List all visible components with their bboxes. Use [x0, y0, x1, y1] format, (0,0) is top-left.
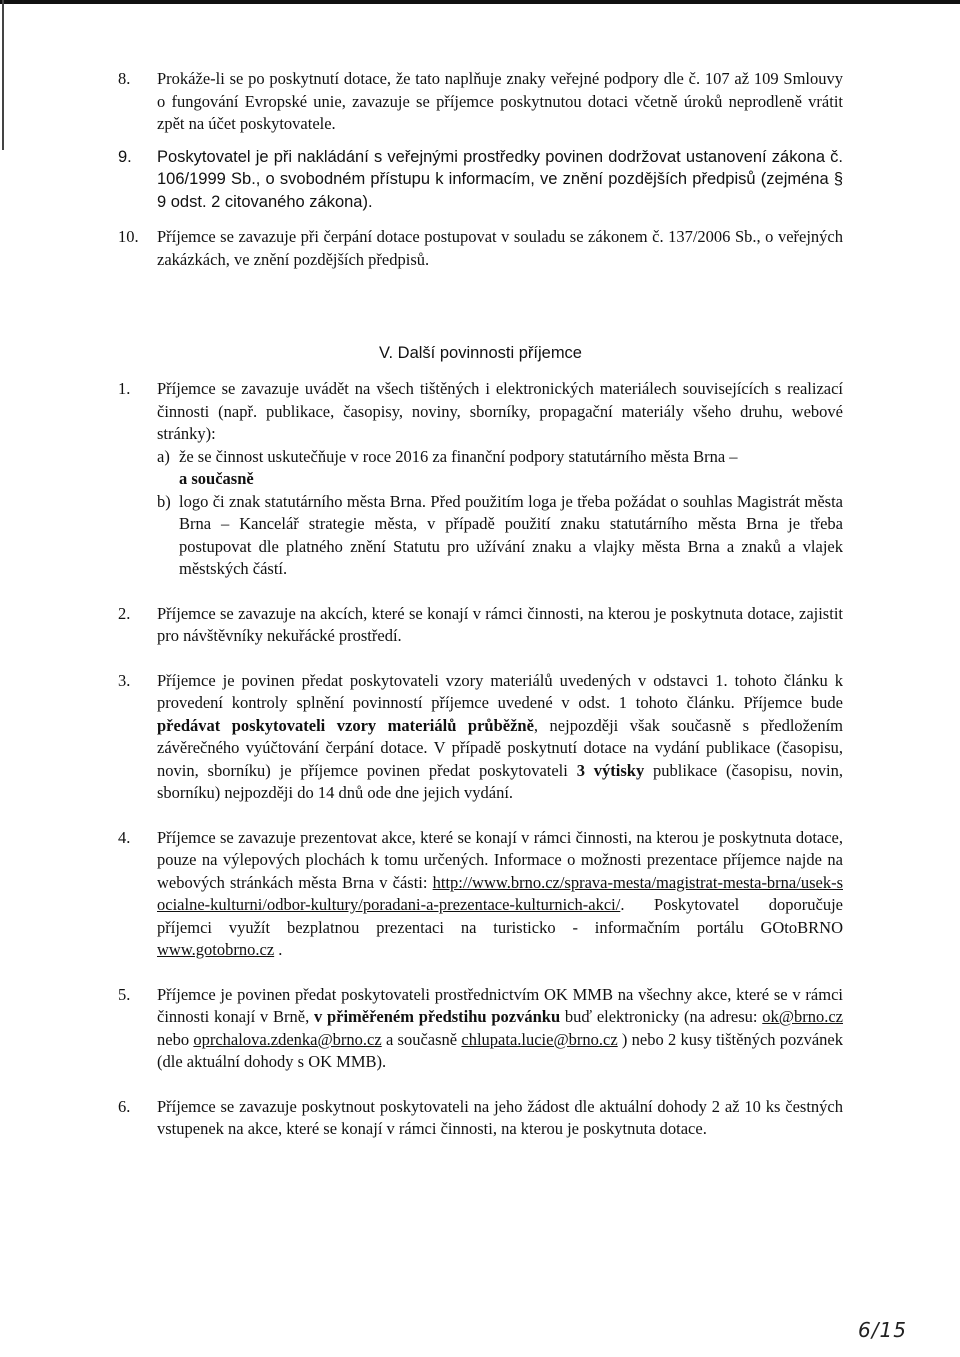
paragraph-intro: Příjemce se zavazuje uvádět na všech tištěných i elektronických materiálech souvisejících s realizací činnosti (např. publikace, časopisy, noviny, sborníky, propagační materiály všeho druhu, webové stránky):: [157, 379, 843, 443]
sub-item-b: [157, 491, 843, 581]
paragraph-text: Příjemce se zavazuje poskytnout poskytovateli na jeho žádost dle aktuální dohody 2 až 10 ks čestných vstupenek na akce, které se konají v rámci činnosti, na kterou je poskytnuta dotace.: [157, 1096, 843, 1138]
gotobrno-link[interactable]: www.gotobrno.cz: [157, 940, 275, 959]
sub-item-a-text: že se činnost uskutečňuje v roce 2016 za finanční podpory statutárního města Brna –: [179, 446, 738, 466]
obligation-5: [118, 984, 843, 1074]
paragraph-number: 2.: [118, 603, 131, 623]
obligation-2: [118, 603, 843, 648]
paragraph-body: [157, 378, 843, 581]
email-link-chlupata[interactable]: chlupata.lucie@brno.cz: [461, 1029, 618, 1049]
email-link-ok[interactable]: ok@brno.cz: [762, 1007, 843, 1026]
text-run: publikace (časopisu, novin, sborníku) nejpozději do 14 dnů ode dne jejich vydání.: [157, 760, 843, 802]
paragraph-text: Příjemce se zavazuje při čerpání dotace postupovat v souladu se zákonem č. 137/2006 Sb., o veřejných zakázkách, ve znění pozdějších předpisů.: [157, 227, 843, 269]
text-run: nebo: [157, 1029, 194, 1049]
paragraph-text: [157, 670, 843, 805]
text-run: Příjemce je povinen předat poskytovateli vzory materiálů uvedených v odstavci 1. tohoto článku k provedení kontroly splnění povinností příjemce uvedené v odst. 1 tohoto článku. Příjemce bude: [157, 670, 843, 712]
sub-item-label: a): [157, 446, 170, 466]
text-run: . Poskytovatel doporučuje příjemci využít bezplatnou prezentaci na turisticko - informačním portálu GOtoBRNO: [157, 895, 843, 937]
paragraph-number: 5.: [118, 984, 131, 1004]
bold-run: předávat poskytovateli vzory materiálů průběžně: [157, 715, 534, 735]
text-run: buď elektronicky (na adresu:: [560, 1007, 763, 1026]
text-run: Příjemce se zavazuje prezentovat akce, které se konají v rámci činnosti, na kterou je poskytnuta dotace, pouze na výlepových plochách k tomu určených. Informace o možnosti prezentace příjemce najde na webových stránkách města Brna v části:: [157, 827, 843, 892]
paragraph-text: Příjemce se zavazuje na akcích, které se konají v rámci činnosti, na kterou je poskytnuta dotace, zajistit pro návštěvníky nekuřácké prostředí.: [157, 603, 843, 645]
paragraph-number: 9.: [118, 147, 132, 166]
article-iv-continuation: [118, 68, 843, 271]
obligation-4: [118, 827, 843, 962]
sub-item-a-bold: a současně: [179, 469, 254, 488]
section-heading: V. Další povinnosti příjemce: [379, 344, 582, 362]
paragraph-8: [118, 68, 843, 136]
paragraph-9: [118, 146, 843, 214]
sub-item-label: b): [157, 491, 171, 511]
text-run: ) nebo 2 kusy tištěných pozvánek (dle aktuální dohody s OK MMB).: [157, 1029, 844, 1071]
bold-run: 3 výtisky: [576, 760, 645, 780]
article-v: [118, 378, 843, 1141]
sub-item-a: [157, 446, 843, 491]
email-link-oprchalova[interactable]: oprchalova.zdenka@brno.cz: [193, 1029, 382, 1049]
handwritten-page-mark: 6/15: [858, 1318, 907, 1342]
bold-run: v přiměřeném předstihu pozvánku: [313, 1007, 561, 1026]
text-run: a současně: [381, 1029, 462, 1049]
paragraph-10: [118, 226, 843, 271]
obligation-3: [118, 670, 843, 805]
paragraph-number: 1.: [118, 379, 131, 398]
text-run: , nejpozději však současně s předložením závěrečného vyúčtování čerpání dotace. V případě poskytnutí dotace na vydání publikace (časopisu, novin, sborníku) je příjemce povinen předat poskytovateli: [157, 715, 843, 780]
paragraph-number: 8.: [118, 69, 131, 88]
paragraph-text: Prokáže-li se po poskytnutí dotace, že tato naplňuje znaky veřejné podpory dle č. 107 až 109 Smlouvy o fungování Evropské unie, zavazuje se příjemce poskytnutou dotaci včetně úroků neprodleně vrátit zpět na účet poskytovatele.: [157, 69, 843, 133]
sub-item-text: [179, 446, 843, 491]
paragraph-number: 3.: [118, 670, 131, 690]
paragraph-number: 6.: [118, 1096, 131, 1116]
culture-events-link[interactable]: http://www.brno.cz/sprava-mesta/magistrat-mesta-brna/usek-socialne-kulturni/odbor-kultury/poradani-a-prezentace-kulturnich-akci/: [157, 872, 843, 914]
obligation-6: [118, 1096, 843, 1141]
paragraph-text: Poskytovatel je při nakládání s veřejnými prostředky povinen dodržovat ustanovení zákona č. 106/1999 Sb., o svobodném přístupu k informacím, ve znění pozdějších předpisů (zejména § 9 odst. 2 citovaného zákona).: [157, 147, 843, 211]
top-border-line: [0, 0, 960, 4]
sub-item-text: logo či znak statutárního města Brna. Před použitím loga je třeba požádat o souhlas Magistrát města Brna – Kancelář strategie města, v případě použití znaku statutárního města Brna je třeba postupovat dle platného znění Statutu pro užívání znaku a vlajky města Brna a znaků a vlajek městských částí.: [179, 491, 843, 578]
paragraph-text: [157, 827, 843, 962]
paragraph-text: [157, 984, 843, 1074]
text-run: .: [274, 940, 283, 959]
text-run: Příjemce je povinen předat poskytovateli prostřednictvím OK MMB na všechny akce, které se v rámci činnosti konají v Brně,: [157, 984, 843, 1026]
paragraph-number: 4.: [118, 827, 131, 847]
obligation-1: [118, 378, 843, 581]
paragraph-number: 10.: [118, 227, 139, 246]
left-border-line: [2, 0, 4, 150]
